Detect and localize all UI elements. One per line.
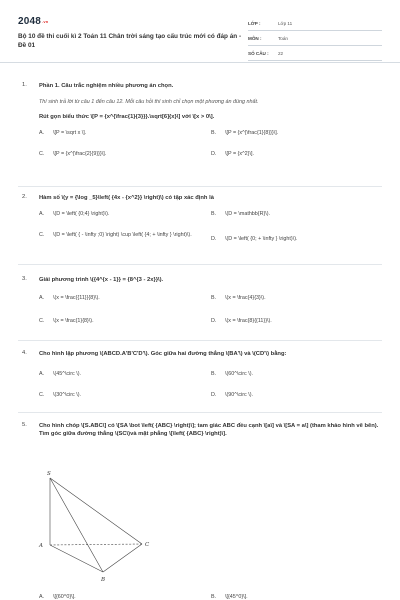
option-letter: D. xyxy=(211,318,217,324)
meta-key-count: SỐ CÂU : xyxy=(248,50,269,56)
meta-value-subject: Toán xyxy=(278,35,288,41)
question-body xyxy=(39,276,381,329)
question-divider xyxy=(18,264,382,265)
option-text: \(x = \frac{8}{{11}}\). xyxy=(225,318,272,324)
option-text: \(60^\circ \). xyxy=(225,371,253,377)
option-a[interactable] xyxy=(39,371,209,379)
question-prompt: Rút gọn biểu thức \[P = {x^{\frac{1}{3}}}.\sqrt[6]{x}\] với \[x > 0\]. xyxy=(39,114,215,120)
option-b[interactable] xyxy=(211,211,381,219)
option-d[interactable] xyxy=(211,318,381,326)
edge-bc xyxy=(103,544,142,572)
option-letter: B. xyxy=(211,211,217,217)
option-text: \(x = \frac{1}{8}\). xyxy=(53,318,94,324)
pyramid-figure xyxy=(36,468,166,584)
option-b[interactable] xyxy=(211,295,381,303)
option-d[interactable] xyxy=(211,392,381,400)
option-b[interactable] xyxy=(211,371,381,379)
option-grid xyxy=(39,211,381,257)
question-number: 3. xyxy=(22,276,27,282)
option-d[interactable] xyxy=(211,151,381,159)
option-letter: A. xyxy=(39,371,45,377)
question-prompt: Giải phương trình \({4^{x - 1}} = {8^{3 - 2x}}\). xyxy=(39,277,164,283)
option-text: \(D = \left( {0; + \infty } \right)\). xyxy=(225,236,298,242)
option-text: \(D = \left( {0;4} \right)\). xyxy=(53,211,110,217)
edge-sb xyxy=(50,478,103,572)
option-b[interactable] xyxy=(211,130,381,138)
option-grid xyxy=(39,371,381,405)
option-letter: B. xyxy=(211,130,217,136)
edge-ac-hidden xyxy=(50,544,142,545)
question-prompt: Hàm số \(y = {\log _5}\left( {4x - {x^2}} \right)\) có tập xác định là xyxy=(39,195,214,201)
site-logo[interactable] xyxy=(18,16,47,27)
option-c[interactable] xyxy=(39,151,209,159)
option-b[interactable] xyxy=(211,594,381,600)
option-text: \(30^\circ \). xyxy=(53,392,81,398)
question-number: 5. xyxy=(22,422,27,428)
option-letter: C. xyxy=(39,392,45,398)
option-a[interactable] xyxy=(39,211,209,219)
section-heading: Phần 1. Câu trắc nghiệm nhiều phương án chọn. xyxy=(39,83,174,89)
option-letter: C. xyxy=(39,318,45,324)
option-d[interactable] xyxy=(211,236,381,244)
option-letter: A. xyxy=(39,594,45,600)
vertex-label-a: A xyxy=(39,543,43,549)
option-c[interactable] xyxy=(39,392,209,400)
logo-text: 2048 xyxy=(18,16,42,27)
option-text: \(D = \mathbb{R}\). xyxy=(225,211,271,217)
page-header xyxy=(18,12,382,62)
option-letter: B. xyxy=(211,295,217,301)
option-grid xyxy=(39,594,381,600)
option-letter: C. xyxy=(39,232,45,238)
meta-value-count: 22 xyxy=(278,50,284,56)
meta-row-subject xyxy=(248,31,382,46)
option-text: \(45^\circ \). xyxy=(53,371,81,377)
question-divider xyxy=(18,340,382,341)
question-divider xyxy=(18,412,382,413)
question-number: 2. xyxy=(22,194,27,200)
meta-key-class: LỚP : xyxy=(248,20,261,26)
question-body xyxy=(39,194,381,257)
option-a[interactable] xyxy=(39,594,209,600)
meta-table xyxy=(248,16,382,61)
question-prompt: Cho hình chóp \[S.ABC\] có \[SA \bot \left( {ABC} \right)\]; tam giác ABC đều cạnh \[a\] và \[SA = a\] (tham khảo hình vẽ bên). Tìm góc giữa đường thẳng \(SC\)và mặt phẳng \[\left( {ABC} \right)\]. xyxy=(39,423,379,437)
edge-sc xyxy=(50,478,142,544)
header-divider xyxy=(0,62,400,63)
option-text: \[P = {x^{\frac{2}{9}}}\]. xyxy=(53,151,107,157)
option-text: \[{60^0}\]. xyxy=(53,594,76,600)
option-text: \(x = \frac{4}{3}\). xyxy=(225,295,266,301)
option-letter: D. xyxy=(211,236,217,242)
option-text: \[{45^0}\]. xyxy=(225,594,248,600)
question-body xyxy=(39,422,381,438)
option-letter: C. xyxy=(39,151,45,157)
option-text: \[P = {x^{\frac{1}{8}}}\]. xyxy=(225,130,279,136)
option-a[interactable] xyxy=(39,130,209,138)
meta-value-class: Lớp 11 xyxy=(278,20,293,26)
option-letter: A. xyxy=(39,211,45,217)
option-a[interactable] xyxy=(39,295,209,303)
vertex-label-b: B xyxy=(101,577,106,583)
option-grid xyxy=(39,295,381,329)
option-c[interactable] xyxy=(39,232,204,240)
question-body xyxy=(39,82,381,164)
question-body xyxy=(39,350,381,405)
question-divider xyxy=(18,186,382,187)
option-text: \[P = {x^2}\]. xyxy=(225,151,254,157)
logo-suffix: .vn xyxy=(42,19,49,24)
option-text: \(90^\circ \). xyxy=(225,392,253,398)
meta-key-subject: MÔN : xyxy=(248,35,262,41)
option-letter: D. xyxy=(211,392,217,398)
vertex-label-s: S xyxy=(47,471,51,477)
option-c[interactable] xyxy=(39,318,209,326)
option-letter: D. xyxy=(211,151,217,157)
question-number: 4. xyxy=(22,350,27,356)
section-instruction: Thí sinh trả lời từ câu 1 đến câu 12. Mỗi câu hỏi thí sinh chỉ chọn một phương án đúng nhất. xyxy=(39,99,259,105)
question-number: 1. xyxy=(22,82,27,88)
meta-row-count xyxy=(248,46,382,61)
option-grid xyxy=(39,130,381,164)
question-prompt: Cho hình lập phương \(ABCD.A'B'C'D'\). Góc giữa hai đường thẳng \(BA'\) và \(CD'\) bằng: xyxy=(39,351,287,357)
option-text: \[P = \sqrt x \]. xyxy=(53,130,87,136)
meta-row-class xyxy=(248,16,382,31)
vertex-label-c: C xyxy=(145,542,150,548)
option-letter: A. xyxy=(39,130,45,136)
option-letter: A. xyxy=(39,295,45,301)
option-text: \(x = \frac{{11}}{8}\). xyxy=(53,295,100,301)
option-letter: B. xyxy=(211,371,217,377)
option-letter: B. xyxy=(211,594,217,600)
option-text: \(D = \left( { - \infty ;0} \right) \cup \left( {4; + \infty } \right)\). xyxy=(53,232,192,238)
document-title: Bộ 10 đề thi cuối kì 2 Toán 11 Chân trời sáng tạo cấu trúc mới có đáp án - Đề 01 xyxy=(18,33,242,49)
